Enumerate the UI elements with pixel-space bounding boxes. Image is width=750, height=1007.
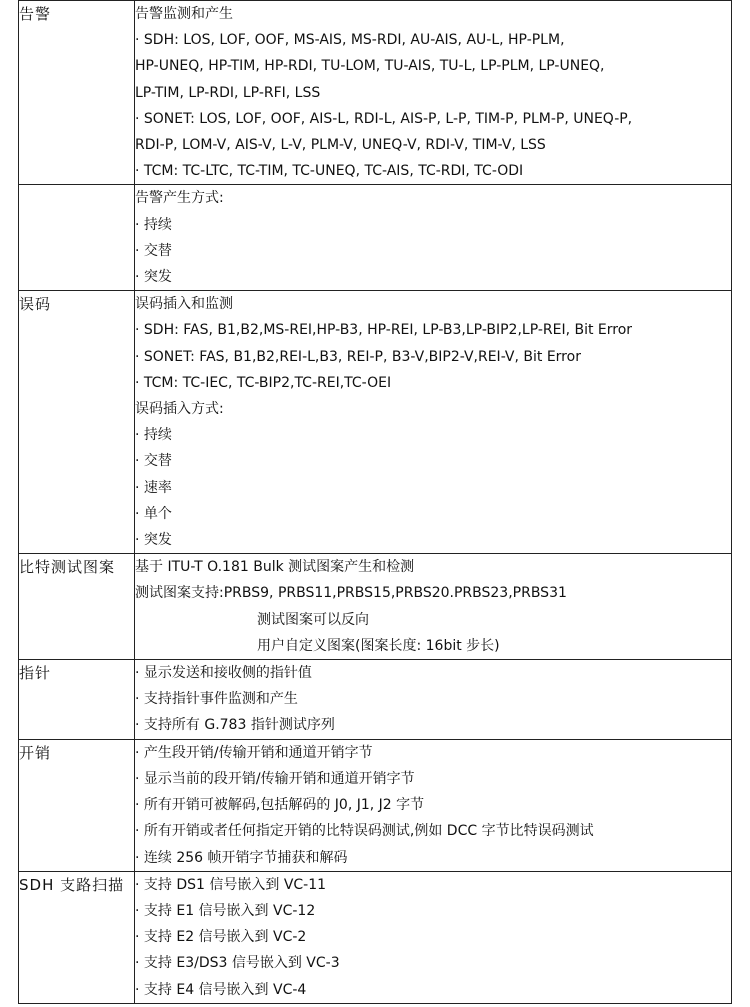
table-row — [19, 291, 732, 554]
table-row — [19, 1, 732, 185]
content-line: · 显示发送和接收侧的指针值 — [135, 665, 312, 682]
content-line: 告警监测和产生 — [135, 6, 233, 22]
content-line: · 支持 DS1 信号嵌入到 VC-11 — [135, 876, 327, 893]
table-row — [19, 660, 732, 740]
content-line: · 突发 — [135, 532, 172, 549]
content-line: · 所有开销可被解码,包括解码的 J0, J1, J2 字节 — [135, 797, 425, 814]
content-line: · SDH: FAS, B1,B2,MS-REI,HP-B3, HP-REI, LP-B3,LP-BIP2,LP-REI, Bit Error — [135, 322, 633, 339]
row-label: 开销 — [19, 739, 135, 871]
row-label — [19, 185, 135, 291]
content-line: 基于 ITU-T O.181 Bulk 测试图案产生和检测 — [135, 559, 415, 576]
row-label: 比特测试图案 — [19, 554, 135, 660]
table-row — [19, 185, 732, 291]
content-line: · 支持 E4 信号嵌入到 VC-4 — [135, 981, 307, 998]
content-line: · 支持指针事件监测和产生 — [135, 691, 298, 708]
content-line: · 显示当前的段开销/传输开销和通道开销字节 — [135, 770, 415, 787]
content-line: · 产生段开销/传输开销和通道开销字节 — [135, 744, 373, 761]
content-line: · 突发 — [135, 269, 172, 286]
content-line: · SONET: LOS, LOF, OOF, AIS-L, RDI-L, AIS-P, L-P, TIM-P, PLM-P, UNEQ-P, — [135, 110, 633, 127]
row-label: 告警 — [19, 1, 135, 185]
content-line: · SONET: FAS, B1,B2,REI-L,B3, REI-P, B3-V,BIP2-V,REI-V, Bit Error — [135, 348, 581, 365]
content-line: · 交替 — [135, 242, 172, 259]
content-line: 误码插入方式: — [135, 401, 224, 418]
content-line: 告警产生方式: — [135, 190, 224, 207]
table-row — [19, 554, 732, 660]
content-line: 测试图案可以反向 — [257, 611, 369, 628]
content-line: 误码插入和监测 — [135, 296, 233, 313]
row-content — [135, 291, 732, 554]
row-label: SDH 支路扫描 — [19, 871, 135, 1003]
row-label: 误码 — [19, 291, 135, 554]
row-content — [135, 739, 732, 871]
content-line: · SDH: LOS, LOF, OOF, MS-AIS, MS-RDI, AU-AIS, AU-L, HP-PLM, — [135, 32, 565, 49]
row-label: 指针 — [19, 660, 135, 740]
content-line: LP-TIM, LP-RDI, LP-RFI, LSS — [135, 84, 321, 101]
content-line: · 交替 — [135, 453, 172, 470]
row-content — [135, 1, 732, 185]
row-content — [135, 660, 732, 740]
content-line: RDI-P, LOM-V, AIS-V, L-V, PLM-V, UNEQ-V, RDI-V, TIM-V, LSS — [135, 137, 546, 154]
content-line: · 连续 256 帧开销字节捕获和解码 — [135, 849, 348, 866]
content-line: · 支持所有 G.783 指针测试序列 — [135, 717, 335, 734]
content-line: · 所有开销或者任何指定开销的比特误码测试,例如 DCC 字节比特误码测试 — [135, 823, 594, 840]
row-content — [135, 185, 732, 291]
content-line: · 支持 E3/DS3 信号嵌入到 VC-3 — [135, 955, 340, 972]
table-row — [19, 739, 732, 871]
content-line: HP-UNEQ, HP-TIM, HP-RDI, TU-LOM, TU-AIS, TU-L, LP-PLM, LP-UNEQ, — [135, 58, 605, 75]
spec-table — [18, 0, 732, 1004]
table-row — [19, 871, 732, 1003]
content-line: · 支持 E2 信号嵌入到 VC-2 — [135, 929, 307, 946]
content-line: · 持续 — [135, 216, 172, 233]
content-line: · 速率 — [135, 479, 172, 496]
content-line: 测试图案支持:PRBS9, PRBS11,PRBS15,PRBS20.PRBS23,PRBS31 — [135, 585, 567, 602]
row-content — [135, 554, 732, 660]
content-line: · 支持 E1 信号嵌入到 VC-12 — [135, 902, 316, 919]
content-line: · TCM: TC-IEC, TC-BIP2,TC-REI,TC-OEI — [135, 374, 392, 391]
content-line: 用户自定义图案(图案长度: 16bit 步长) — [257, 637, 500, 654]
content-line: · TCM: TC-LTC, TC-TIM, TC-UNEQ, TC-AIS, TC-RDI, TC-ODI — [135, 163, 524, 180]
row-content — [135, 871, 732, 1003]
content-line: · 持续 — [135, 427, 172, 444]
content-line: · 单个 — [135, 505, 172, 522]
